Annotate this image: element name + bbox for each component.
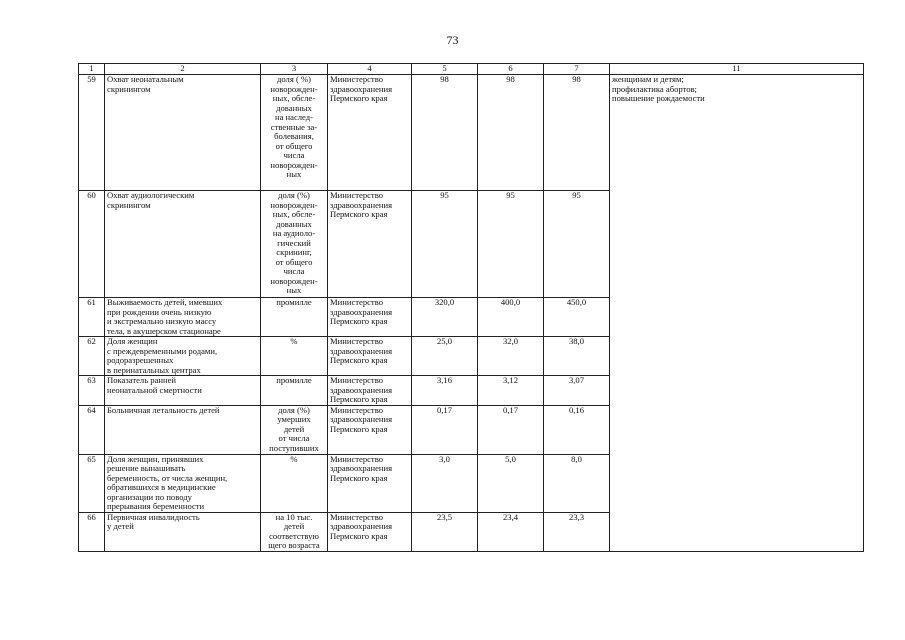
header-col-7: 7 [544,64,610,75]
header-col-11: 11 [610,64,864,75]
value-col-7: 38,0 [544,337,610,376]
row-number: 66 [79,512,105,551]
value-col-7: 98 [544,75,610,191]
header-col-3: 3 [261,64,328,75]
value-col-5: 25,0 [412,337,478,376]
row-number: 59 [79,75,105,191]
row-number: 65 [79,454,105,512]
unit-of-measure: доля (%) умерших детей от числа поступивших [261,405,328,454]
value-col-5: 98 [412,75,478,191]
header-col-6: 6 [478,64,544,75]
page-number: 73 [446,33,459,47]
unit-of-measure: % [261,454,328,512]
row-number: 60 [79,191,105,298]
value-col-6: 0,17 [478,405,544,454]
unit-of-measure: промилле [261,376,328,406]
responsible-ministry: Министерство здравоохранения Пермского края [328,512,412,551]
responsible-ministry: Министерство здравоохранения Пермского края [328,405,412,454]
indicator-name: Доля женщин, принявших решение вынашивать беременность, от числа женщин, обратившихся в медицинские организации по поводу прерывания беременности [105,454,261,512]
unit-of-measure: % [261,337,328,376]
indicator-name: Больничная летальность детей [105,405,261,454]
value-col-5: 0,17 [412,405,478,454]
value-col-5: 95 [412,191,478,298]
value-col-6: 95 [478,191,544,298]
value-col-7: 23,3 [544,512,610,551]
value-col-6: 400,0 [478,298,544,337]
responsible-ministry: Министерство здравоохранения Пермского края [328,298,412,337]
header-col-5: 5 [412,64,478,75]
col-11-text: женщинам и детям; профилактика абортов; повышение рождаемости [610,75,864,552]
value-col-7: 0,16 [544,405,610,454]
value-col-5: 320,0 [412,298,478,337]
indicator-name: Охват аудиологическим скринингом [105,191,261,298]
value-col-6: 32,0 [478,337,544,376]
row-number: 64 [79,405,105,454]
value-col-5: 3,0 [412,454,478,512]
indicator-name: Доля женщин с преждевременными родами, родоразрешенных в перинатальных центрах [105,337,261,376]
value-col-5: 23,5 [412,512,478,551]
unit-of-measure: доля (%) новорожден- ных, обсле- дованных на аудиоло- гический скрининг, от общего числа новорожден- ных [261,191,328,298]
responsible-ministry: Министерство здравоохранения Пермского края [328,337,412,376]
responsible-ministry: Министерство здравоохранения Пермского края [328,376,412,406]
value-col-7: 95 [544,191,610,298]
unit-of-measure: на 10 тыс. детей соответствую щего возраста [261,512,328,551]
indicator-name: Показатель ранней неонатальной смертности [105,376,261,406]
unit-of-measure: доля ( %) новорожден- ных, обсле- дованных на наслед- ственные за- болевания, от общего числа новорожден- ных [261,75,328,191]
indicators-table [78,63,864,552]
header-col-4: 4 [328,64,412,75]
value-col-7: 8,0 [544,454,610,512]
value-col-7: 3,07 [544,376,610,406]
row-number: 62 [79,337,105,376]
value-col-6: 23,4 [478,512,544,551]
unit-of-measure: промилле [261,298,328,337]
responsible-ministry: Министерство здравоохранения Пермского края [328,75,412,191]
indicator-name: Выживаемость детей, имевших при рождении очень низкую и экстремально низкую массу тела, в акушерском стационаре [105,298,261,337]
value-col-6: 3,12 [478,376,544,406]
value-col-6: 98 [478,75,544,191]
value-col-6: 5,0 [478,454,544,512]
table-row [79,75,864,191]
header-col-1: 1 [79,64,105,75]
indicator-name: Первичная инвалидность у детей [105,512,261,551]
header-col-2: 2 [105,64,261,75]
responsible-ministry: Министерство здравоохранения Пермского края [328,191,412,298]
responsible-ministry: Министерство здравоохранения Пермского края [328,454,412,512]
row-number: 61 [79,298,105,337]
value-col-5: 3,16 [412,376,478,406]
header-row [79,64,864,75]
indicator-name: Охват неонатальным скринингом [105,75,261,191]
value-col-7: 450,0 [544,298,610,337]
row-number: 63 [79,376,105,406]
